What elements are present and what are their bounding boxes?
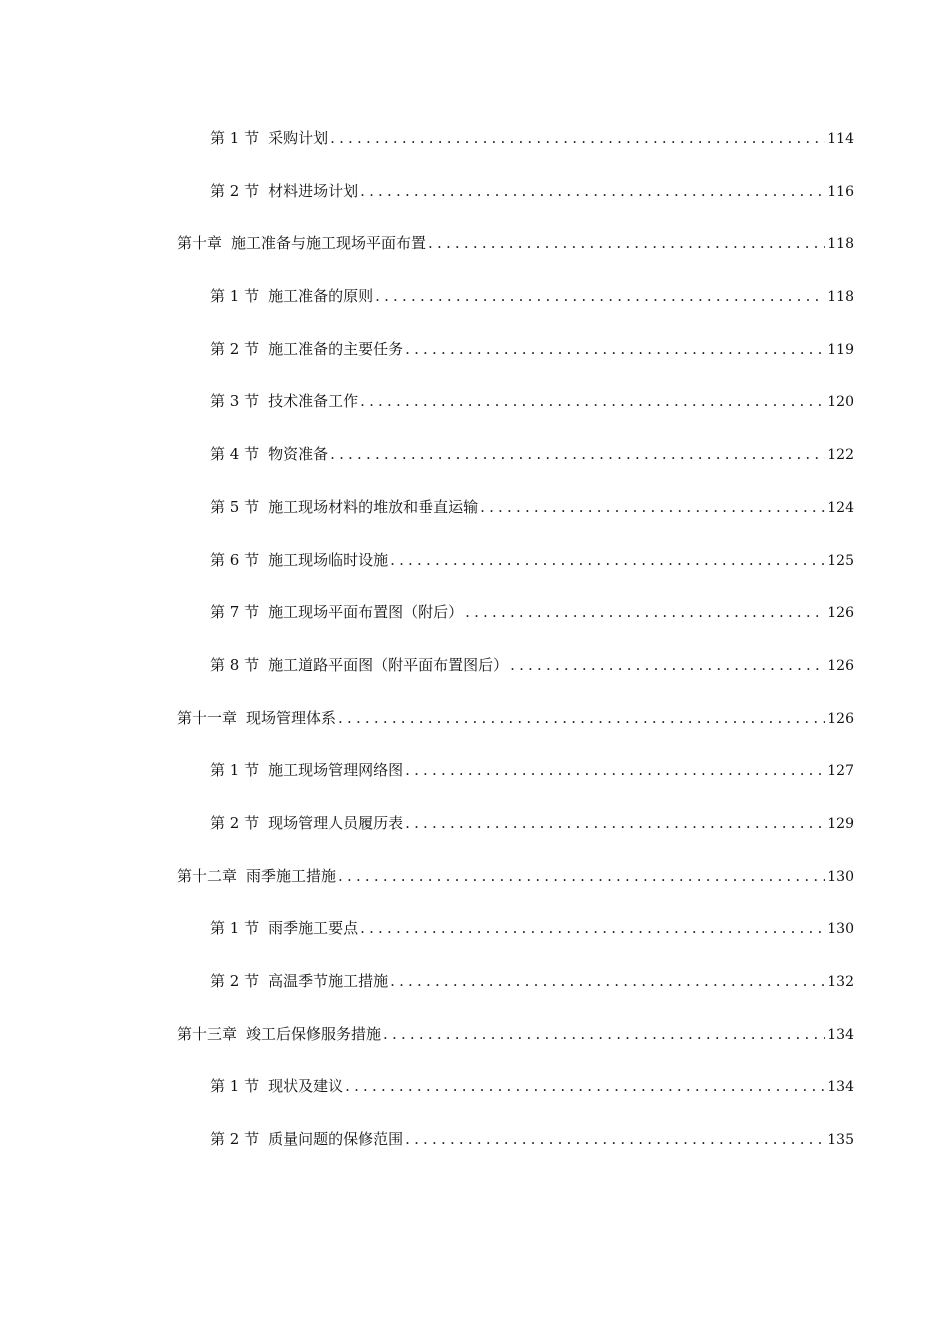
toc-section-entry[interactable] <box>0 1125 854 1178</box>
toc-entry-title: 高温季节施工措施 <box>268 972 389 990</box>
toc-dot-leader <box>375 282 825 310</box>
toc-entry-title: 施工准备的原则 <box>268 287 374 306</box>
toc-entry-title: 质量问题的保修范围 <box>268 1130 404 1149</box>
toc-entry-number: 第 8 节 <box>210 655 260 674</box>
toc-dot-leader <box>465 598 825 626</box>
toc-dot-leader <box>405 756 825 784</box>
toc-page-number: 130 <box>827 868 854 885</box>
toc-entry-title: 施工道路平面图（附平面布置图后） <box>268 655 509 674</box>
toc-page-number: 118 <box>827 236 854 253</box>
toc-entry-title: 施工现场管理网络图 <box>268 761 404 780</box>
toc-dot-leader <box>345 1072 825 1100</box>
toc-entry-number: 第 7 节 <box>210 603 260 622</box>
toc-section-entry[interactable] <box>0 493 854 546</box>
toc-entry-number: 第十章 <box>177 234 223 253</box>
toc-section-entry[interactable] <box>0 809 854 862</box>
toc-entry-number: 第 1 节 <box>210 1077 260 1096</box>
toc-entry-number: 第 1 节 <box>210 919 260 938</box>
toc-dot-leader <box>480 493 825 521</box>
toc-page-number: 126 <box>827 605 854 622</box>
toc-page-number: 127 <box>827 763 854 780</box>
toc-page-number: 118 <box>827 289 854 306</box>
toc-dot-leader <box>330 440 825 468</box>
toc-page-number: 120 <box>827 394 854 411</box>
toc-chapter-entry[interactable] <box>0 229 854 282</box>
toc-page-number: 130 <box>827 921 854 938</box>
toc-section-entry[interactable] <box>0 967 854 1020</box>
toc-dot-leader <box>338 704 825 732</box>
toc-section-entry[interactable] <box>0 756 854 809</box>
toc-section-entry[interactable] <box>0 914 854 967</box>
toc-entry-title: 竣工后保修服务措施 <box>246 1024 382 1043</box>
toc-entry-title: 施工准备与施工现场平面布置 <box>231 234 427 253</box>
toc-section-entry[interactable] <box>0 598 854 651</box>
toc-section-entry[interactable] <box>0 440 854 493</box>
toc-section-entry[interactable] <box>0 335 854 388</box>
toc-dot-leader <box>428 229 825 257</box>
toc-section-entry[interactable] <box>0 1072 854 1125</box>
toc-chapter-entry[interactable] <box>0 1020 854 1073</box>
toc-dot-leader <box>405 335 825 363</box>
toc-entry-title: 施工现场材料的堆放和垂直运输 <box>268 497 479 516</box>
toc-entry-number: 第十三章 <box>177 1024 238 1043</box>
toc-entry-title: 采购计划 <box>268 129 329 147</box>
toc-section-entry[interactable] <box>0 651 854 704</box>
toc-entry-number: 第 1 节 <box>210 287 260 306</box>
toc-entry-number: 第十二章 <box>177 866 238 885</box>
toc-entry-number: 第 2 节 <box>210 339 260 358</box>
toc-entry-number: 第 1 节 <box>210 761 260 780</box>
toc-section-entry[interactable] <box>0 282 854 335</box>
toc-entry-number: 第 6 节 <box>210 550 260 569</box>
toc-dot-leader <box>383 1020 825 1048</box>
toc-page-number: 124 <box>827 499 854 516</box>
toc-dot-leader <box>338 862 825 890</box>
toc-section-entry[interactable] <box>0 177 854 230</box>
toc-entry-title: 现状及建议 <box>268 1077 344 1096</box>
toc-page-number: 126 <box>827 710 854 727</box>
toc-page-number: 114 <box>827 131 854 147</box>
toc-entry-number: 第 2 节 <box>210 181 260 200</box>
toc-dot-leader <box>360 914 825 942</box>
toc-page-number: 134 <box>827 1026 854 1043</box>
toc-entry-number: 第 1 节 <box>210 129 260 147</box>
toc-dot-leader <box>405 809 825 837</box>
toc-page-number: 135 <box>827 1132 854 1149</box>
toc-section-entry[interactable] <box>0 546 854 599</box>
toc-dot-leader <box>390 967 825 995</box>
toc-entry-title: 现场管理体系 <box>246 708 337 727</box>
toc-page-number: 132 <box>827 974 854 990</box>
toc-entry-title: 施工现场平面布置图（附后） <box>268 603 464 622</box>
toc-dot-leader <box>360 387 825 415</box>
toc-page-number: 126 <box>827 657 854 674</box>
toc-section-entry[interactable] <box>0 124 854 177</box>
toc-chapter-entry[interactable] <box>0 704 854 757</box>
toc-dot-leader <box>510 651 825 679</box>
toc-page-number: 122 <box>827 447 854 464</box>
toc-dot-leader <box>330 124 825 152</box>
toc-section-entry[interactable] <box>0 387 854 440</box>
toc-page-number: 125 <box>827 552 854 569</box>
toc-entry-number: 第 3 节 <box>210 392 260 411</box>
toc-entry-number: 第十一章 <box>177 708 238 727</box>
toc-dot-leader <box>360 177 825 205</box>
toc-entry-title: 雨季施工措施 <box>246 866 337 885</box>
toc-entry-number: 第 2 节 <box>210 1130 260 1149</box>
toc-entry-number: 第 5 节 <box>210 497 260 516</box>
toc-entry-title: 现场管理人员履历表 <box>268 813 404 832</box>
toc-entry-title: 施工准备的主要任务 <box>268 339 404 358</box>
toc-entry-number: 第 2 节 <box>210 813 260 832</box>
toc-entry-title: 材料进场计划 <box>268 181 359 200</box>
toc-page-number: 134 <box>827 1079 854 1096</box>
toc-entry-title: 技术准备工作 <box>268 392 359 411</box>
toc-dot-leader <box>405 1125 825 1153</box>
table-of-contents <box>0 124 950 1178</box>
toc-page-number: 119 <box>827 341 854 358</box>
toc-dot-leader <box>390 546 825 574</box>
toc-entry-title: 施工现场临时设施 <box>268 550 389 569</box>
toc-entry-title: 物资准备 <box>268 445 329 464</box>
toc-entry-number: 第 4 节 <box>210 445 260 464</box>
toc-entry-number: 第 2 节 <box>210 972 260 990</box>
toc-chapter-entry[interactable] <box>0 862 854 915</box>
toc-page-number: 129 <box>827 815 854 832</box>
toc-page-number: 116 <box>827 183 854 200</box>
toc-entry-title: 雨季施工要点 <box>268 919 359 938</box>
